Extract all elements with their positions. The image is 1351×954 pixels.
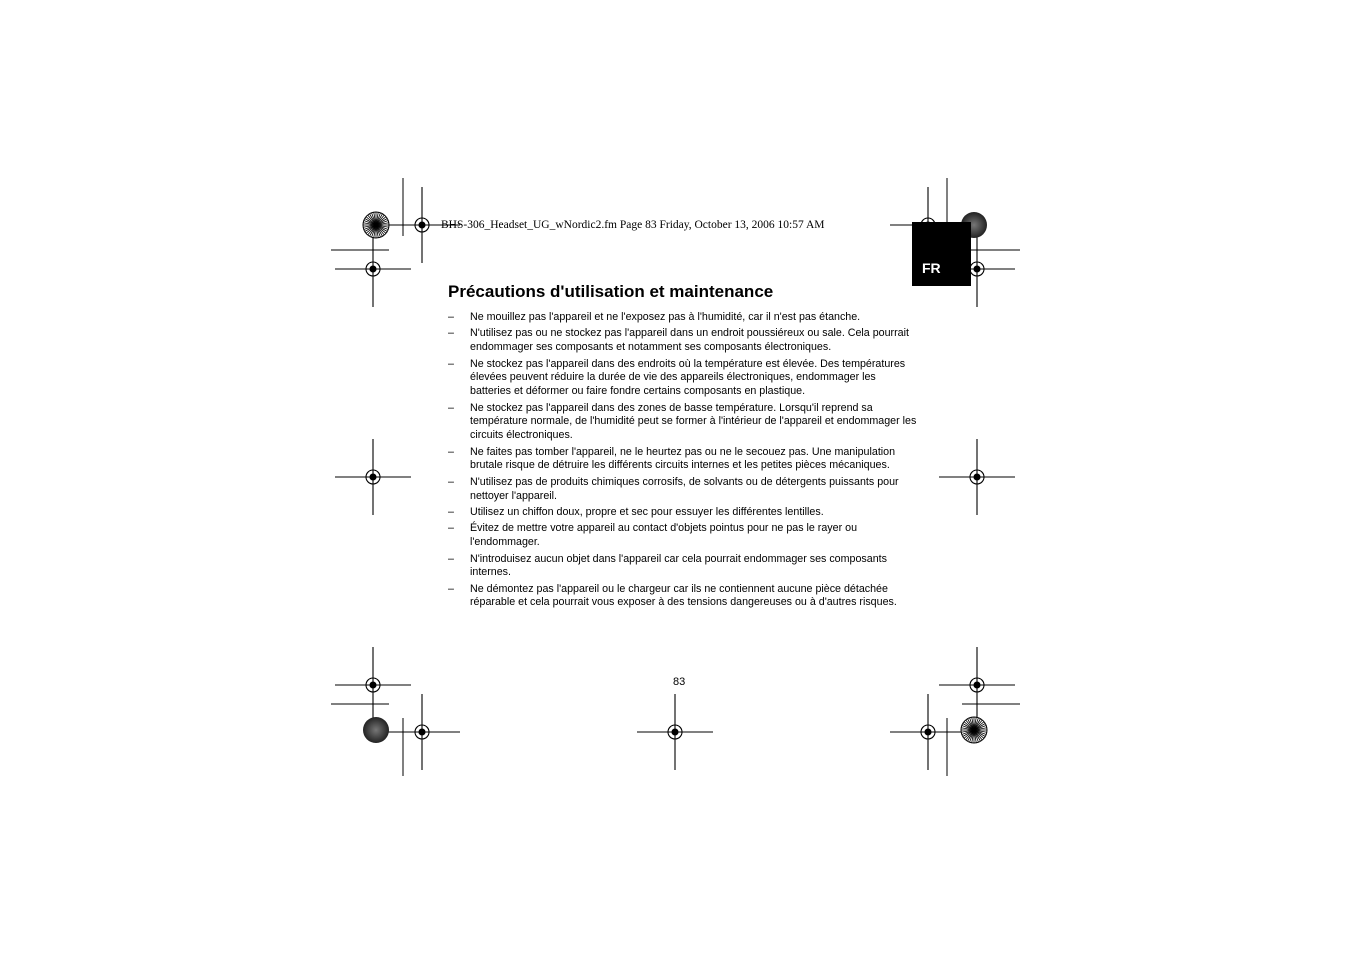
list-item [448, 327, 918, 355]
list-item-text: Ne stockez pas l'appareil dans des endroits où la température est élevée. Des températures élevées peuvent réduire la durée de vie des appareils électroniques, endommager les batteries et déformer ou faire fondre certains composants en plastique. [470, 357, 906, 398]
list-item-text: Ne faites pas tomber l'appareil, ne le heurtez pas ou ne le secouez pas. Une manipulation brutale risque de détruire les différents circuits internes et les petites pièces mécaniques. [470, 445, 896, 472]
bullet-dash: – [448, 327, 454, 340]
list-item-text: Ne mouillez pas l'appareil et ne l'exposez pas à l'humidité, car il n'est pas étanche. [470, 311, 861, 323]
list-item [448, 583, 918, 611]
list-item-text: Utilisez un chiffon doux, propre et sec pour essuyer les différentes lentilles. [470, 505, 824, 518]
registration-mark [335, 439, 411, 515]
bullet-dash: – [448, 582, 454, 595]
language-tab-label: FR [922, 260, 941, 276]
list-item-text: N'utilisez pas de produits chimiques corrosifs, de solvants ou de détergents puissants pour nettoyer l'appareil. [470, 475, 899, 502]
registration-mark [637, 694, 713, 770]
registration-mark [939, 647, 1015, 723]
list-item-text: Évitez de mettre votre appareil au contact d'objets pointus pour ne pas le rayer ou l'endommager. [470, 522, 858, 549]
precautions-list [448, 311, 918, 613]
list-item [448, 506, 918, 520]
registration-mark [939, 439, 1015, 515]
list-item [448, 311, 918, 325]
list-item-text: Ne stockez pas l'appareil dans des zones de basse température. Lorsqu'il reprend sa température normale, de l'humidité peut se former à l'intérieur de l'appareil et endommager les circuits électroniques. [470, 401, 917, 442]
list-item [448, 522, 918, 550]
bullet-dash: – [448, 505, 454, 518]
registration-mark [335, 231, 411, 307]
list-item [448, 402, 918, 443]
color-target-mark [363, 212, 389, 238]
registration-mark [335, 647, 411, 723]
list-item [448, 446, 918, 474]
list-item-text: N'utilisez pas ou ne stockez pas l'appareil dans un endroit poussiéreux ou sale. Cela pourrait endommager ses composants et notamment ses composants électroniques. [470, 327, 909, 354]
color-target-mark [363, 717, 389, 743]
bullet-dash: – [448, 475, 454, 488]
registration-mark [890, 694, 966, 770]
language-tab [912, 222, 971, 286]
bullet-dash: – [448, 445, 454, 458]
bullet-dash: – [448, 311, 454, 323]
registration-mark [384, 694, 460, 770]
bullet-dash: – [448, 522, 454, 535]
print-header: BHS-306_Headset_UG_wNordic2.fm Page 83 Friday, October 13, 2006 10:57 AM [441, 219, 825, 231]
bullet-dash: – [448, 552, 454, 565]
list-item-text: N'introduisez aucun objet dans l'appareil car cela pourrait endommager ses composants internes. [470, 552, 887, 579]
color-target-mark [961, 717, 987, 743]
list-item [448, 358, 918, 399]
page-title: Précautions d'utilisation et maintenance [448, 282, 774, 301]
list-item [448, 476, 918, 504]
page-number: 83 [673, 676, 686, 688]
bullet-dash: – [448, 401, 454, 414]
bullet-dash: – [448, 357, 454, 370]
list-item-text: Ne démontez pas l'appareil ou le chargeur car ils ne contiennent aucune pièce détachée réparable et cela pourrait vous exposer à des tensions dangereuses ou à d'autres risques. [470, 582, 897, 609]
list-item [448, 553, 918, 581]
